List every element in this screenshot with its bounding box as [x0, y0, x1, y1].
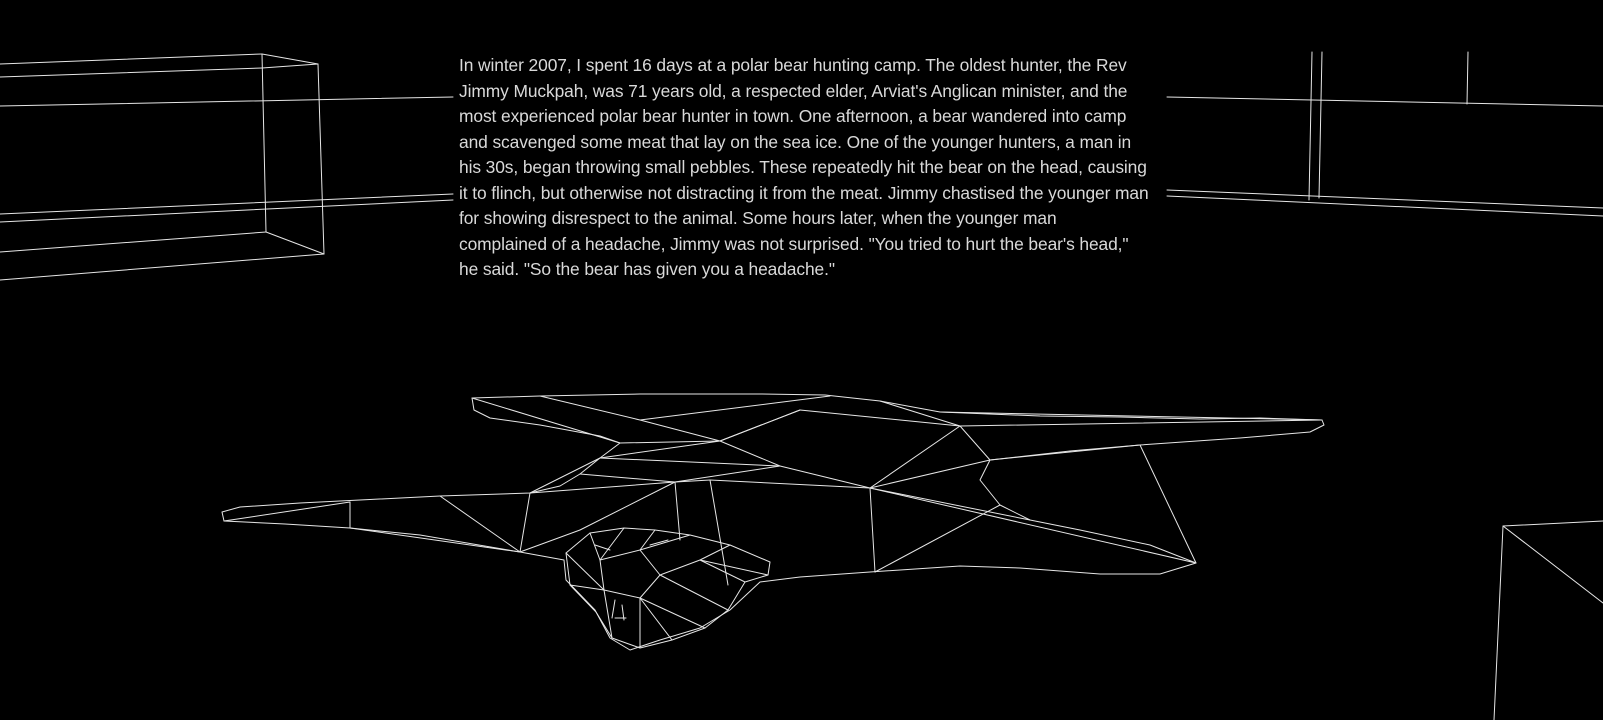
left-wireframe-box [0, 54, 453, 280]
polar-bear-wireframe [222, 394, 1324, 650]
bear-head-mesh [566, 528, 770, 648]
corner-wireframe-box [1494, 521, 1603, 720]
story-text: In winter 2007, I spent 16 days at a polar bear hunting camp. The oldest hunter, the Rev Jimmy Muckpah, was 71 years old, a respected elder, Arviat's Anglican minister, and the most experienced polar bear hunter in town. One afternoon, a bear wandered into camp and scavenged some meat that lay on the sea ice. One of the younger hunters, a man in his 30s, began throwing small pebbles. These repeatedly hit the bear on the head, causing it to flinch, but otherwise not distracting it from the meat. Jimmy chastised the younger man for showing disrespect to the animal. Some hours later, when the younger man complained of a headache, Jimmy was not surprised. "You tried to hurt the bear's head," he said. "So the bear has given you a headache." [459, 55, 1149, 279]
right-wireframe-box [1167, 52, 1603, 216]
bear-outline [222, 394, 1324, 650]
